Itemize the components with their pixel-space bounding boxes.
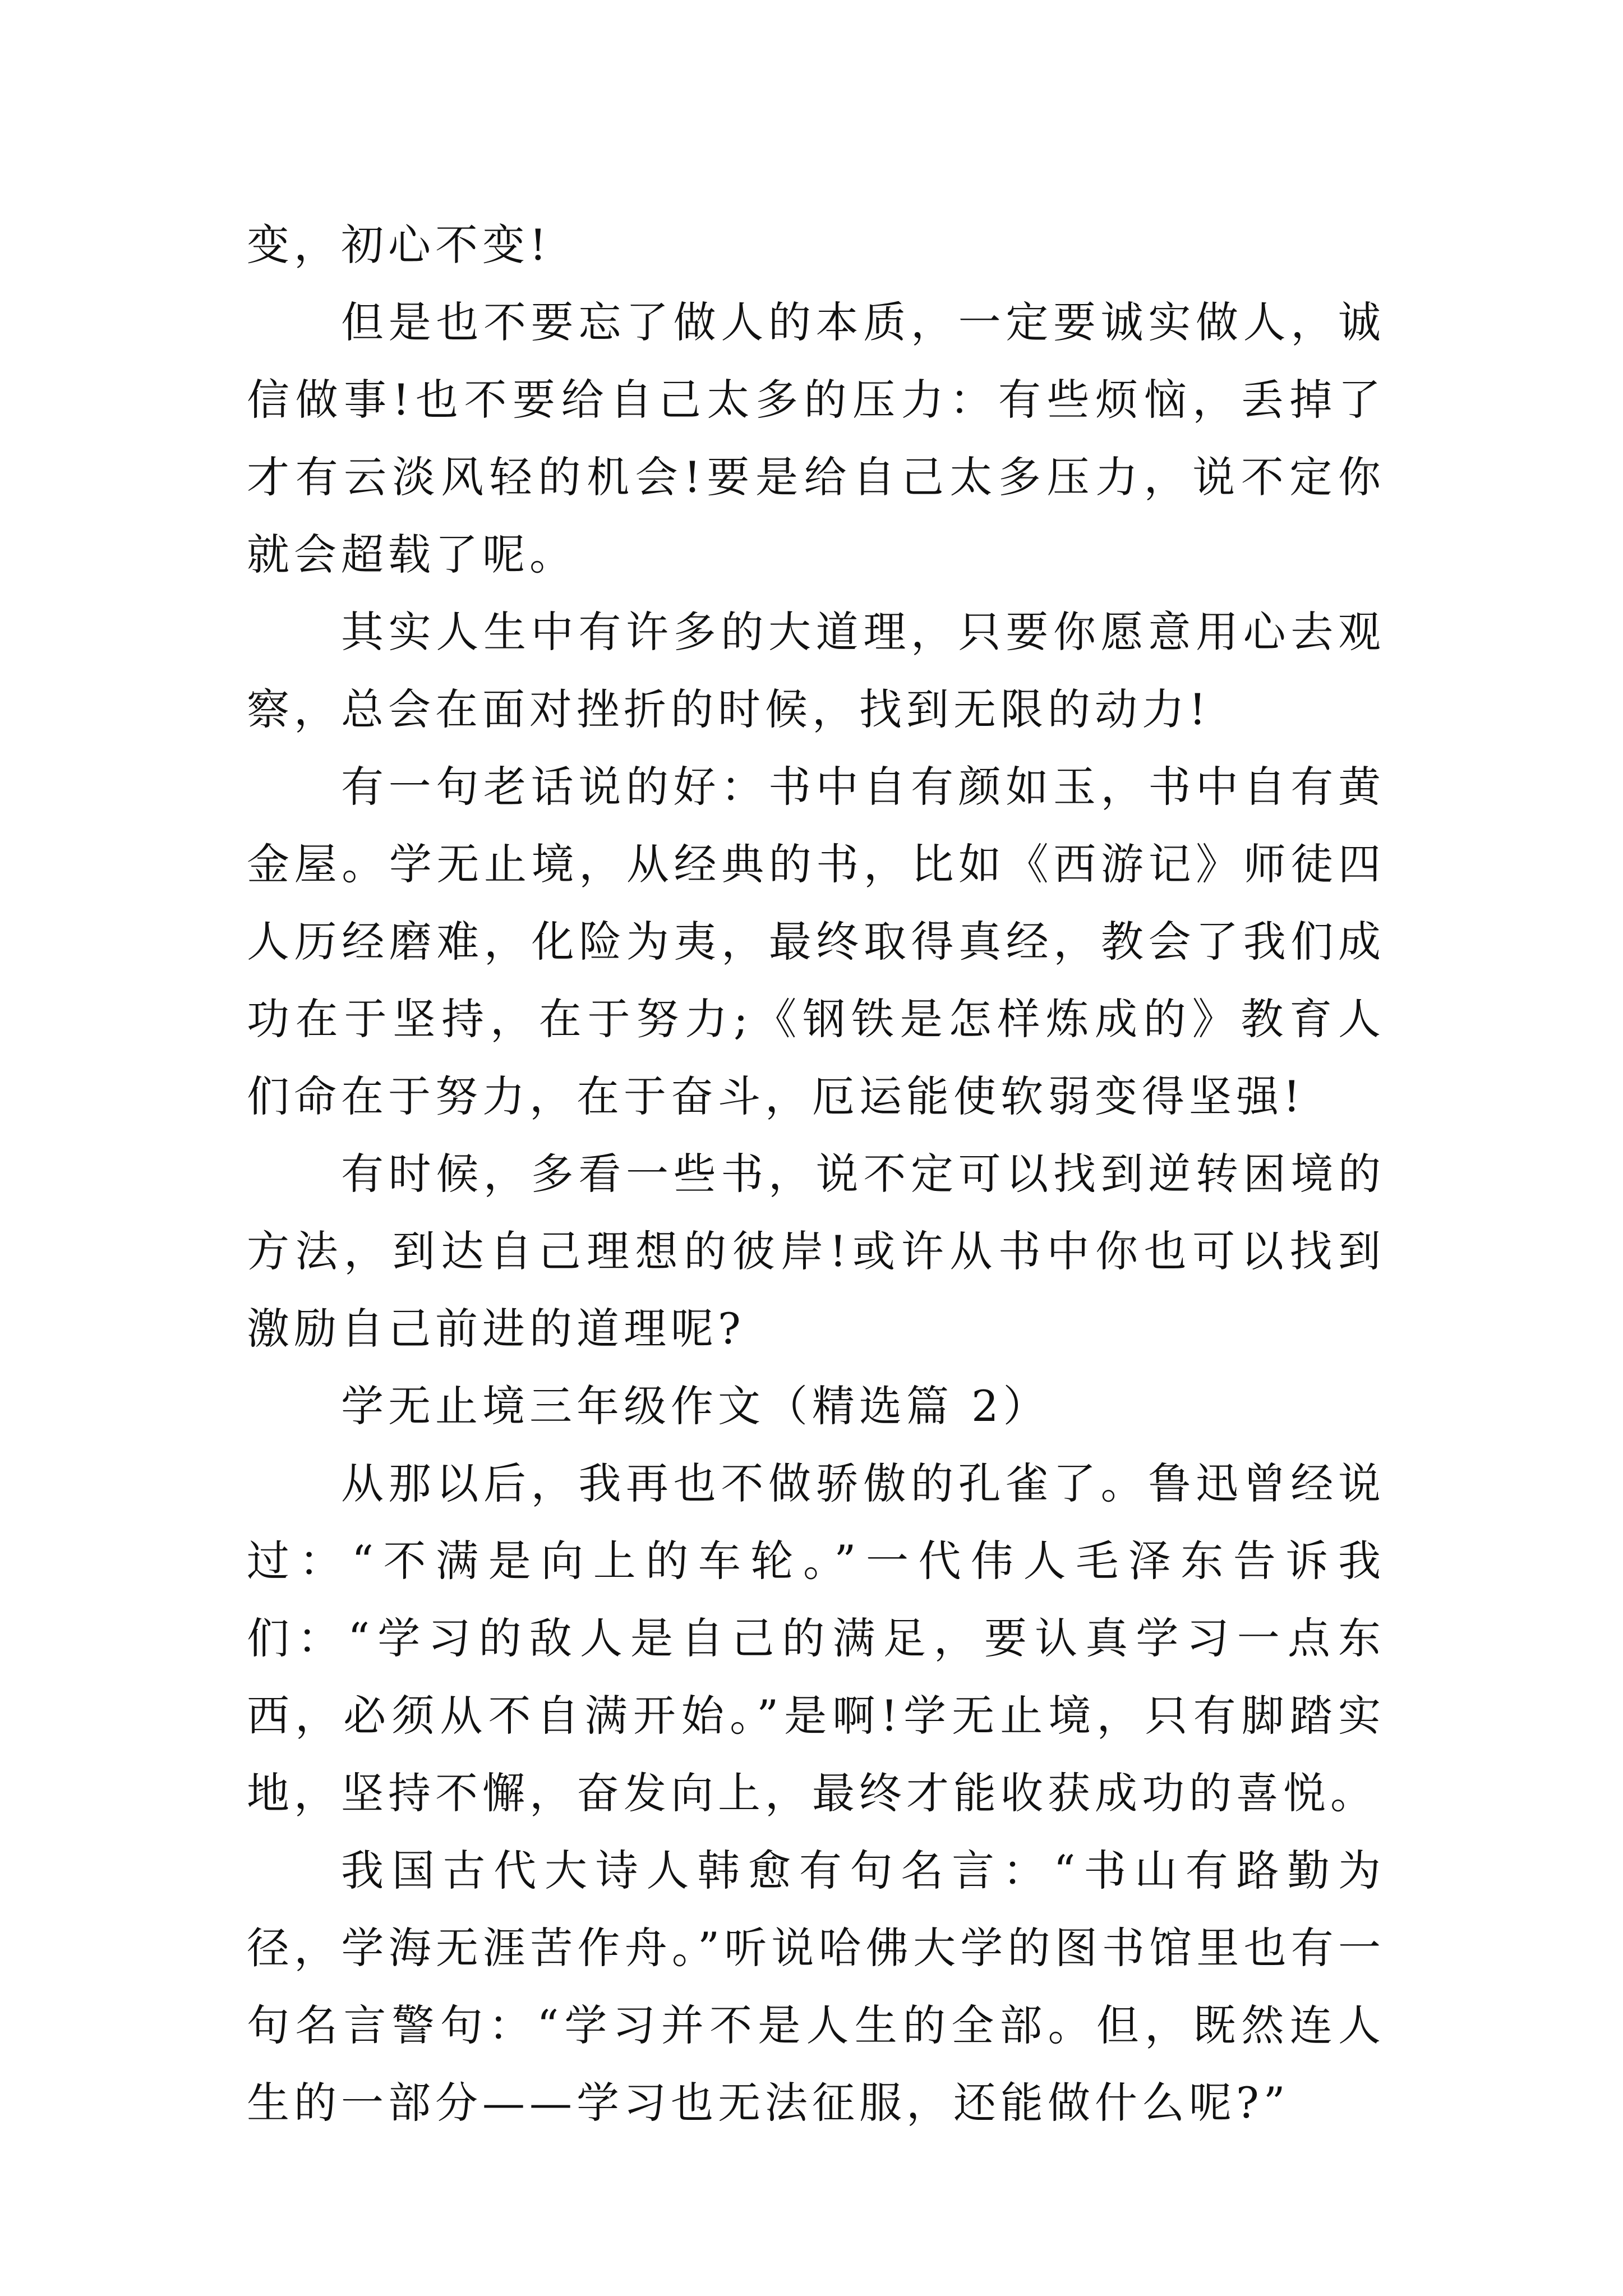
- section-heading: 学无止境三年级作文（精选篇 2）: [341, 1381, 1050, 1431]
- paragraph-life-lessons: 其实人生中有许多的大道理，只要你愿意用心去观察，总会在面对挫折的时候，找到无限的动力!: [247, 607, 1385, 734]
- paragraph-read-more: 有时候，多看一些书，说不定可以找到逆转困境的方法，到达自己理想的彼岸!或许从书中你也可以找到激励自己前进的道理呢?: [247, 1149, 1385, 1354]
- paragraph-han-yu-quote: 我国古代大诗人韩愈有句名言：“书山有路勤为径，学海无涯苦作舟。”听说哈佛大学的图书馆里也有一句名言警句：“学习并不是人生的全部。但，既然连人生的一部分——学习也无法征服，还能做什么呢?”: [247, 1846, 1385, 2128]
- paragraph-honesty: 但是也不要忘了做人的本质，一定要诚实做人，诚信做事!也不要给自己太多的压力：有些烦恼，丢掉了才有云淡风轻的机会!要是给自己太多压力，说不定你就会超载了呢。: [247, 297, 1385, 579]
- document-page: [247, 206, 1385, 2142]
- paragraph-classic-books: 有一句老话说的好：书中自有颜如玉，书中自有黄金屋。学无止境，从经典的书，比如《西游记》师徒四人历经磨难，化险为夷，最终取得真经，教会了我们成功在于坚持，在于努力;《钢铁是怎样炼成的》教育人们命在于努力，在于奋斗，厄运能使软弱变得坚强!: [247, 762, 1385, 1121]
- paragraph-peacock: 从那以后，我再也不做骄傲的孔雀了。鲁迅曾经说过：“不满是向上的车轮。”一代伟人毛泽东告诉我们：“学习的敌人是自己的满足，要认真学习一点东西，必须从不自满开始。”是啊!学无止境，只有脚踏实地，坚持不懈，奋发向上，最终才能收获成功的喜悦。: [247, 1458, 1385, 1818]
- paragraph-continuation: 变，初心不变!: [247, 220, 551, 270]
